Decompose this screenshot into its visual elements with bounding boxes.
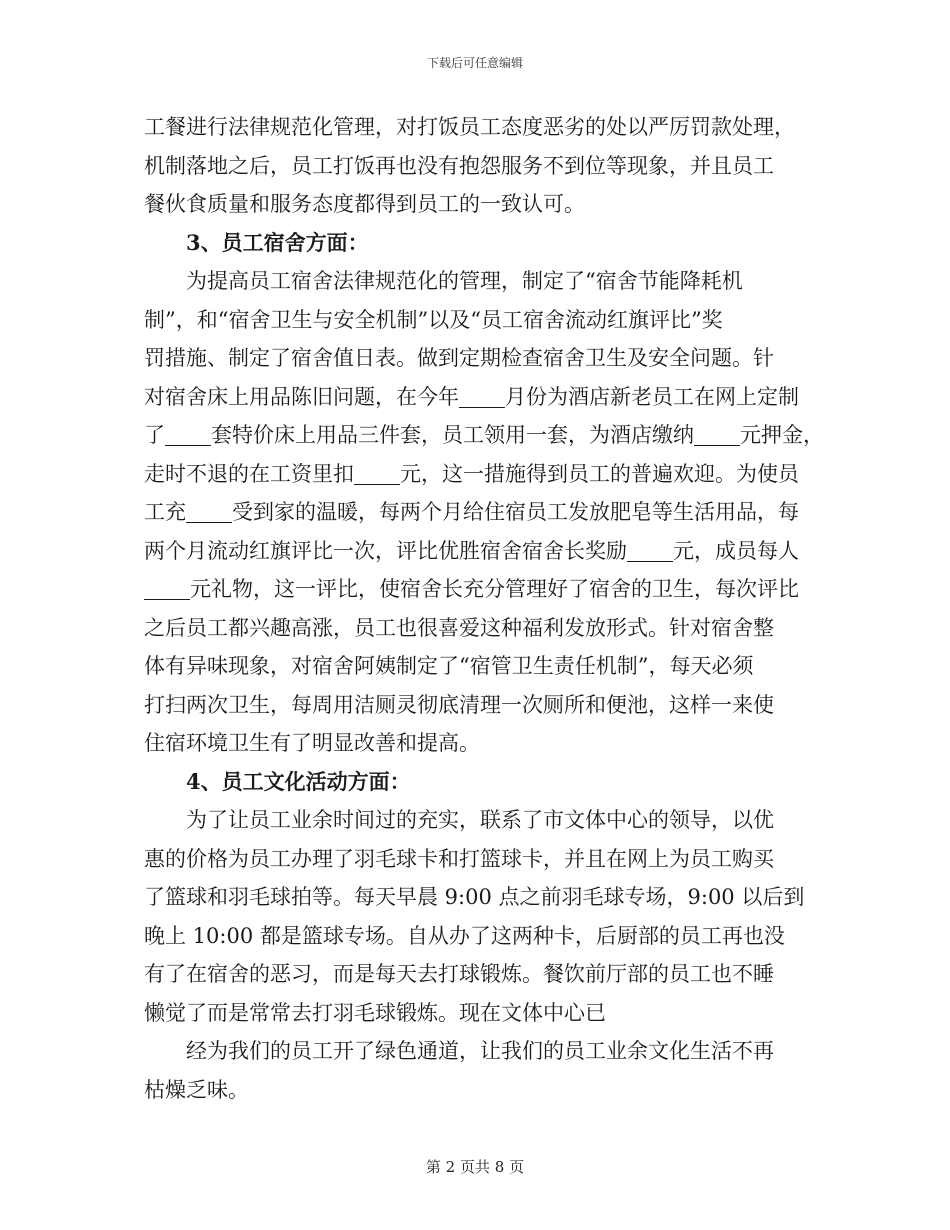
text-span: 元押金， [740,423,824,447]
paragraph-line [144,455,808,494]
paragraph-line: 经为我们的员工开了绿色通道，让我们的员工业余文化生活不再 [186,1039,774,1063]
paragraph-line: 枯燥乏味。 [144,1077,249,1102]
blank-underline [165,423,211,446]
blank-underline [144,577,190,600]
page-number: 第 2 页共 8 页 [425,1158,525,1176]
section-heading-dormitory: 3、员工宿舍方面： [186,229,369,255]
paragraph-line [144,416,824,455]
page-header: 下载后可任意编辑 [426,56,523,70]
document-body [144,108,824,1109]
paragraph-line: 懒觉了而是常常去打羽毛球锻炼。现在文体中心已 [144,1000,606,1025]
paragraph-line: 了篮球和羽毛球拍等。每天早晨 9:00 点之前羽毛球专场，9:00 以后到 [144,885,805,909]
paragraph-line: 之后员工都兴趣高涨，员工也很喜爱这种福利发放形式。针对宿舍整 [144,615,774,640]
paragraph-line: 惠的价格为员工办理了羽毛球卡和打篮球卡，并且在网上为员工购买 [144,846,774,871]
text-span: 走时不退的在工资里扣 [144,461,354,486]
text-span: 了 [144,423,165,447]
paragraph-line: 体有异味现象，对宿舍阿姨制定了“宿管卫生责任机制”，每天必须 [144,654,754,678]
paragraph-line [144,378,808,417]
paragraph-line: 机制落地之后，员工打饭再也没有抱怨服务不到位等现象，并且员工 [144,153,774,178]
paragraph-line: 工餐进行法律规范化管理，对打饭员工态度恶劣的处以严厉罚款处理， [144,115,795,139]
paragraph-line [144,532,808,571]
text-span: 工充 [144,500,186,524]
blank-underline [627,539,673,562]
text-span: 元，成员每人 [673,538,799,563]
paragraph-line: 有了在宿舍的恶习，而是每天去打球锻炼。餐饮前厅部的员工也不睡 [144,962,774,986]
paragraph-line: 制”，和“宿舍卫生与安全机制”以及“员工宿舍流动红旗评比”奖 [144,307,723,332]
text-span: 月份为酒店新老员工在网上定制 [505,384,799,409]
text-span: 元礼物，这一评比，使宿舍长充分管理好了宿舍的卫生，每次评比 [190,577,799,601]
paragraph-line: 餐伙食质量和服务态度都得到员工的一致认可。 [144,192,585,216]
section-heading-culture: 4、员工文化活动方面： [186,768,411,794]
blank-underline [459,385,505,408]
text-span: 套特价床上用品三件套，员工领用一套，为酒店缴纳 [211,423,694,447]
text-span: 对宿舍床上用品陈旧问题，在今年 [144,384,459,409]
blank-underline [354,462,400,485]
text-span: 元，这一措施得到员工的普遍欢迎。为使员 [400,461,799,486]
paragraph-line: 罚措施、制定了宿舍值日表。做到定期检查宿舍卫生及安全问题。针 [144,346,774,370]
text-span: 两个月流动红旗评比一次，评比优胜宿舍宿舍长奖励 [144,538,627,563]
blank-underline [694,423,740,446]
paragraph-line: 晚上 10:00 都是篮球专场。自从办了这两种卡，后厨部的员工再也没 [144,923,785,948]
paragraph-line [144,570,808,609]
paragraph-line: 为了让员工业余时间过的充实，联系了市文体中心的领导，以优 [186,808,774,832]
text-span: 受到家的温暖，每两个月给住宿员工发放肥皂等生活用品，每 [232,500,799,524]
paragraph-line [144,493,808,532]
blank-underline [186,500,232,523]
paragraph-line: 为提高员工宿舍法律规范化的管理，制定了“宿舍节能降耗机 [186,269,743,293]
paragraph-line: 打扫两次卫生，每周用洁厕灵彻底清理一次厕所和便池，这样一来使 [144,692,774,717]
paragraph-line: 住宿环境卫生有了明显改善和提高。 [144,731,480,755]
